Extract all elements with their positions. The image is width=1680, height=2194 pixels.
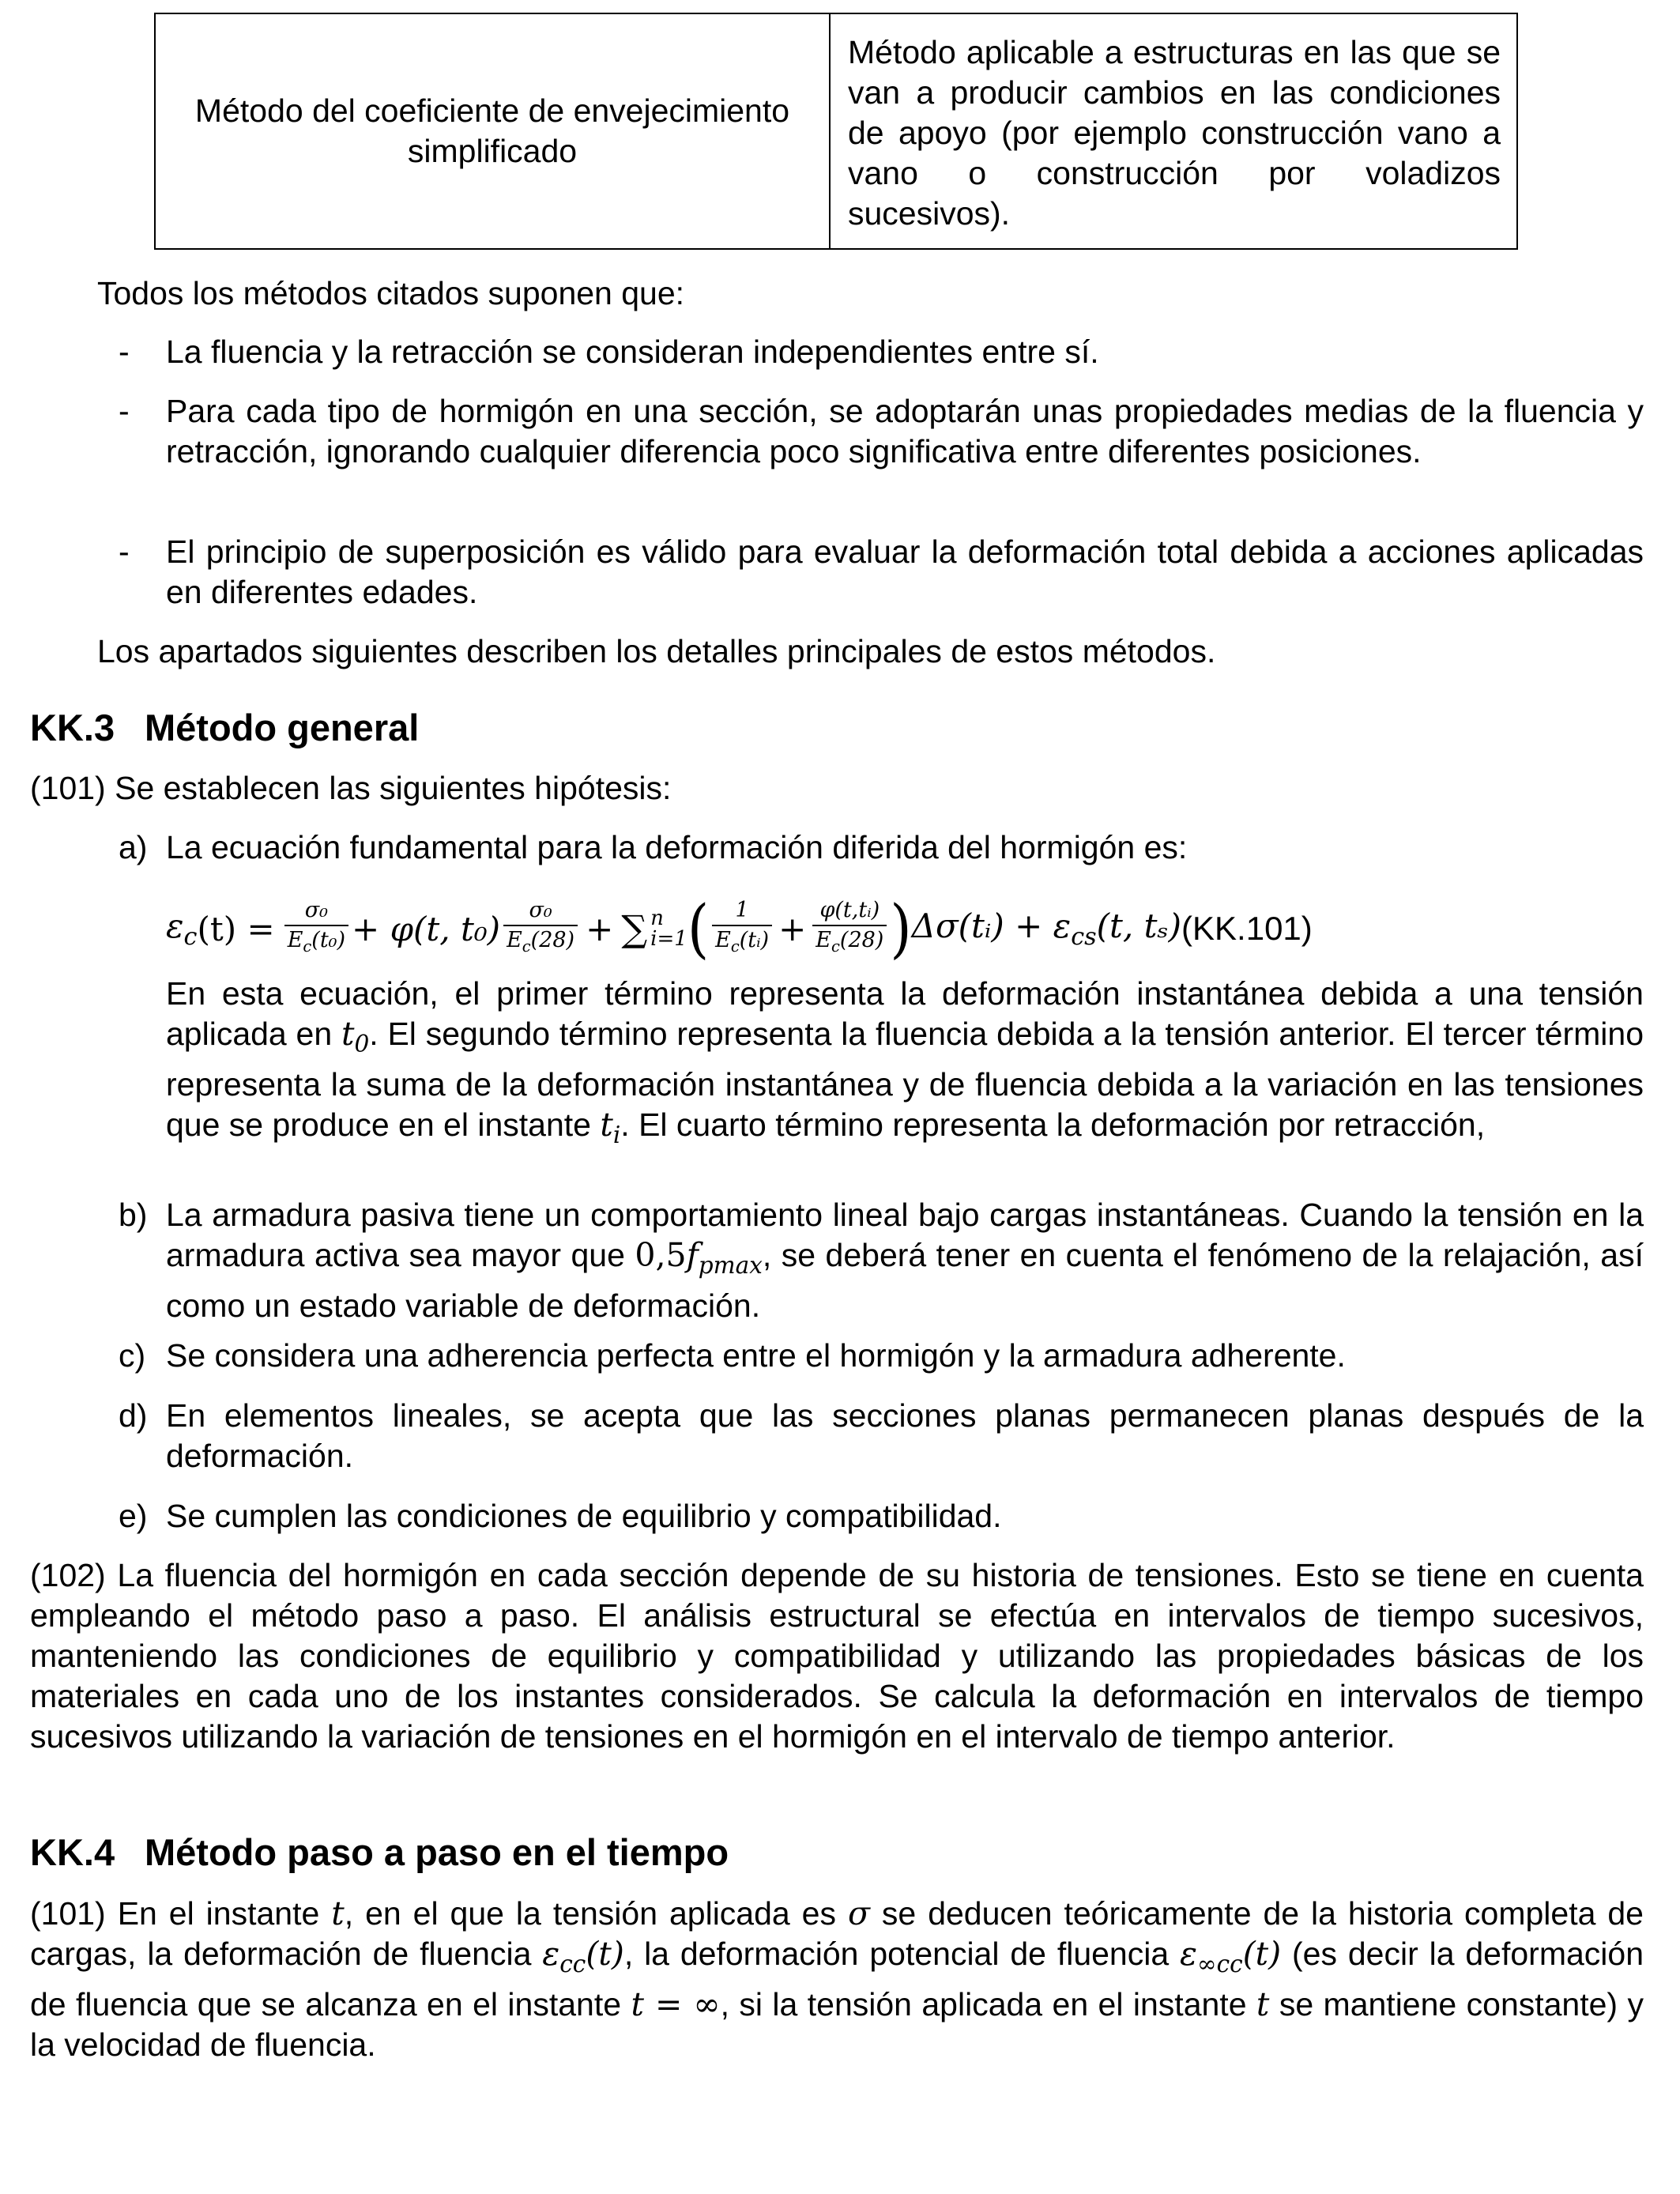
- equation-kk101: [166, 885, 1644, 972]
- hypothesis-c: [119, 1336, 1644, 1376]
- clause-102: [30, 1555, 1644, 1757]
- list-bullet: -: [119, 334, 130, 370]
- hypothesis-e: [119, 1496, 1644, 1536]
- methods-table: [154, 13, 1518, 250]
- item-letter: d): [119, 1397, 148, 1434]
- hypothesis-a: [119, 827, 1644, 868]
- list-bullet: -: [119, 393, 130, 429]
- eq-sum-limits: n i=1: [650, 907, 687, 951]
- section-title: Método general: [145, 707, 420, 748]
- eq-term-2: + φ(t, t₀): [352, 909, 501, 948]
- eq-fraction-3: $\frac{1}{E_c(tᵢ)}$: [712, 898, 772, 959]
- eq-lhs-arg: (t) =: [197, 909, 275, 948]
- item-letter: b): [119, 1197, 148, 1233]
- clause-number: (102): [30, 1557, 106, 1593]
- clause-101: [30, 768, 1644, 809]
- item-letter: e): [119, 1498, 148, 1534]
- eq-plus: +: [586, 909, 614, 948]
- eq-open-paren: (: [687, 891, 710, 967]
- list-item: [119, 391, 1644, 472]
- item-text: Se considera una adherencia perfecta entre el hormigón y la armadura adherente.: [166, 1337, 1346, 1374]
- list-item: [119, 332, 1644, 372]
- clause-text: Se establecen las siguientes hipótesis:: [115, 770, 672, 806]
- equation-number: (KK.101): [1181, 910, 1313, 947]
- explanation-text: En esta ecuación, el primer término representa la deformación instantánea debida a una tensión aplicada en $t_0$. El segundo término representa la fluencia debida a la tensión anterior. El tercer término representa la suma de la deformación instantánea y de fluencia debida a la variación en las tensiones que se produce en el instante $t_i$. El cuarto término representa la deformación por retracción,: [166, 975, 1644, 1148]
- item-letter: a): [119, 829, 148, 865]
- eq-fraction-1: $\frac{\text{σ₀}}{E_c(t_0)}$: [284, 898, 348, 959]
- clause-text: La fluencia del hormigón en cada sección depende de su historia de tensiones. Esto se tiene en cuenta empleando el método paso a paso. El análisis estructural se efectúa en intervalos de tiempo sucesivos, manteniendo las condiciones de equilibrio y compatibilidad y utilizando las propiedades básicas de los materiales en cada uno de los instantes considerados. Se calcula la deformación en intervalos de tiempo sucesivos utilizando la variación de tensiones en el hormigón en el intervalo de tiempo anterior.: [30, 1557, 1644, 1755]
- eq-sum-sign: ∑: [621, 907, 648, 950]
- eq-lhs: $\varepsilon_c$: [166, 906, 198, 952]
- list-item-text: El principio de superposición es válido para evaluar la deformación total debida a acciones aplicadas en diferentes edades.: [166, 533, 1644, 610]
- section-heading-kk4: [30, 1830, 729, 1875]
- list-item-text: La fluencia y la retracción se consideran independientes entre sí.: [166, 334, 1099, 370]
- clause-number: (101): [30, 770, 106, 806]
- clause-number: (101): [30, 1895, 106, 1932]
- list-item-text: Para cada tipo de hormigón en una sección, se adoptarán unas propiedades medias de la fluencia y retracción, ignorando cualquier diferencia poco significativa entre diferentes posiciones.: [166, 393, 1644, 469]
- method-name-cell: Método del coeficiente de envejecimiento simplificado: [155, 13, 830, 249]
- section-title: Método paso a paso en el tiempo: [145, 1831, 729, 1873]
- list-item: [119, 532, 1644, 613]
- list-bullet: -: [119, 533, 130, 570]
- clause-kk4-101: [30, 1894, 1644, 2065]
- eq-fraction-4: $\frac{\text{φ(t,tᵢ)}}{E_c(28)}$: [812, 898, 887, 959]
- method-description-cell: Método aplicable a estructuras en las que se van a producir cambios en las condiciones de apoyo (por ejemplo construcción vano a vano o construcción por voladizos sucesivos).: [830, 13, 1517, 249]
- eq-plus: +: [778, 909, 807, 948]
- section-number: KK.3: [30, 707, 115, 748]
- section-heading-kk3: [30, 706, 419, 750]
- intro-text: Todos los métodos citados suponen que:: [97, 275, 685, 311]
- section-number: KK.4: [30, 1831, 115, 1873]
- item-text: La armadura pasiva tiene un comportamiento lineal bajo cargas instantáneas. Cuando la tensión en la armadura activa sea mayor que $0,5f_{pmax}$, se deberá tener en cuenta el fenómeno de la relajación, así como un estado variable de deformación.: [166, 1197, 1644, 1324]
- item-text: La ecuación fundamental para la deformación diferida del hormigón es:: [166, 829, 1188, 865]
- eq-delta-term: Δσ(tᵢ) + $\varepsilon_{cs}(t$, tₛ): [911, 906, 1182, 952]
- item-letter: c): [119, 1337, 146, 1374]
- table-row: [155, 13, 1517, 249]
- hypothesis-b: [119, 1195, 1644, 1326]
- item-text: En elementos lineales, se acepta que las secciones planas permanecen planas después de la deformación.: [166, 1397, 1644, 1474]
- equation-explanation: [119, 974, 1644, 1155]
- hypothesis-d: [119, 1396, 1644, 1476]
- eq-fraction-2: $\frac{\text{σ₀}}{E_c(28)}$: [503, 898, 578, 959]
- item-text: Se cumplen las condiciones de equilibrio y compatibilidad.: [166, 1498, 1002, 1534]
- clause-text: En el instante t, en el que la tensión aplicada es σ se deducen teóricamente de la historia completa de cargas, la deformación de fluencia $\varepsilon_{cc}(t)$, la deformación potencial de fluencia $\varepsilon_{\infty cc}(t)$ (es decir la deformación de fluencia que se alcanza en el instante t = ∞, si la tensión aplicada en el instante t se mantiene constante) y la velocidad de fluencia.: [30, 1894, 1644, 2063]
- eq-close-paren: ): [890, 891, 912, 967]
- outro-text: Los apartados siguientes describen los detalles principales de estos métodos.: [97, 633, 1216, 669]
